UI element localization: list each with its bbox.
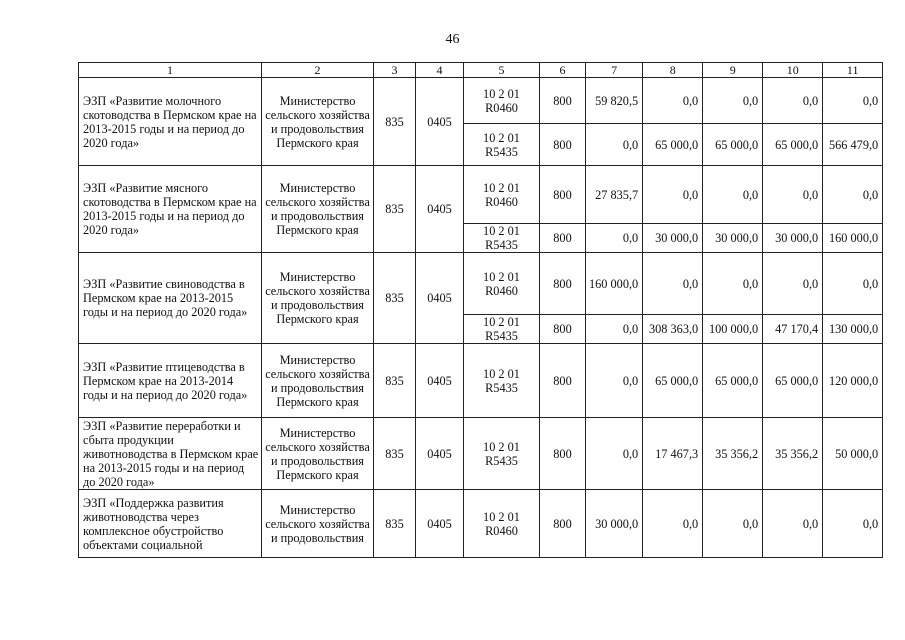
agency-cell: Министерство сельского хозяйства и продовольствия Пермского края [262,166,374,253]
amount-cell-7: 0,0 [586,418,643,490]
amount-cell-7: 27 835,7 [586,166,643,224]
target-code-cell: 10 2 01 R5435 [464,224,540,253]
amount-cell-9: 35 356,2 [703,418,763,490]
header-cell: 1 [79,63,262,78]
expense-type-cell: 800 [540,315,586,344]
program-name-cell: ЭЗП «Развитие молочного скотоводства в Пермском крае на 2013-2015 годы и на период до 2020 года» [79,78,262,166]
table-row [79,418,883,490]
page-number: 46 [445,32,460,47]
header-cell: 11 [823,63,883,78]
agency-cell: Министерство сельского хозяйства и продовольствия Пермского края [262,418,374,490]
table-row [79,490,883,558]
header-cell: 3 [374,63,416,78]
expense-type-cell: 800 [540,418,586,490]
header-cell: 9 [703,63,763,78]
expense-type-cell: 800 [540,253,586,315]
amount-cell-11: 120 000,0 [823,344,883,418]
amount-cell-11: 130 000,0 [823,315,883,344]
agency-cell: Министерство сельского хозяйства и продовольствия Пермского края [262,344,374,418]
agency-cell: Министерство сельского хозяйства и продовольствия Пермского края [262,253,374,344]
agency-code-cell: 835 [374,344,416,418]
amount-cell-10: 0,0 [763,166,823,224]
expense-type-cell: 800 [540,344,586,418]
agency-code-cell: 835 [374,166,416,253]
amount-cell-10: 0,0 [763,78,823,124]
amount-cell-8: 0,0 [643,78,703,124]
header-row [79,63,883,78]
target-code-cell: 10 2 01 R5435 [464,344,540,418]
section-code-cell: 0405 [416,78,464,166]
header-cell: 2 [262,63,374,78]
target-code-cell: 10 2 01 R0460 [464,490,540,558]
section-code-cell: 0405 [416,344,464,418]
amount-cell-9: 0,0 [703,166,763,224]
agency-code-cell: 835 [374,78,416,166]
amount-cell-10: 47 170,4 [763,315,823,344]
agency-code-cell: 835 [374,490,416,558]
amount-cell-10: 65 000,0 [763,344,823,418]
amount-cell-9: 30 000,0 [703,224,763,253]
program-name-cell: ЭЗП «Поддержка развития животноводства через комплексное обустройство объектами социальной [79,490,262,558]
section-code-cell: 0405 [416,166,464,253]
table-row [79,78,883,124]
agency-code-cell: 835 [374,418,416,490]
expense-type-cell: 800 [540,124,586,166]
target-code-cell: 10 2 01 R5435 [464,418,540,490]
amount-cell-9: 0,0 [703,490,763,558]
table-row [79,344,883,418]
amount-cell-11: 0,0 [823,253,883,315]
amount-cell-7: 160 000,0 [586,253,643,315]
amount-cell-8: 65 000,0 [643,344,703,418]
amount-cell-7: 0,0 [586,124,643,166]
header-cell: 7 [586,63,643,78]
target-code-cell: 10 2 01 R0460 [464,253,540,315]
amount-cell-11: 566 479,0 [823,124,883,166]
expense-type-cell: 800 [540,78,586,124]
amount-cell-8: 17 467,3 [643,418,703,490]
header-cell: 5 [464,63,540,78]
amount-cell-9: 65 000,0 [703,344,763,418]
program-name-cell: ЭЗП «Развитие птицеводства в Пермском крае на 2013-2014 годы и на период до 2020 года» [79,344,262,418]
header-cell: 4 [416,63,464,78]
amount-cell-8: 30 000,0 [643,224,703,253]
target-code-cell: 10 2 01 R5435 [464,315,540,344]
amount-cell-10: 0,0 [763,490,823,558]
amount-cell-7: 0,0 [586,315,643,344]
program-name-cell: ЭЗП «Развитие свиноводства в Пермском крае на 2013-2015 годы и на период до 2020 года» [79,253,262,344]
program-name-cell: ЭЗП «Развитие переработки и сбыта продукции животноводства в Пермском крае на 2013-2015 годы и на период до 2020 года» [79,418,262,490]
amount-cell-11: 160 000,0 [823,224,883,253]
target-code-cell: 10 2 01 R0460 [464,166,540,224]
amount-cell-10: 35 356,2 [763,418,823,490]
amount-cell-11: 0,0 [823,166,883,224]
amount-cell-7: 30 000,0 [586,490,643,558]
agency-code-cell: 835 [374,253,416,344]
amount-cell-9: 0,0 [703,253,763,315]
amount-cell-11: 0,0 [823,78,883,124]
amount-cell-11: 0,0 [823,490,883,558]
amount-cell-8: 0,0 [643,166,703,224]
expense-type-cell: 800 [540,166,586,224]
amount-cell-8: 0,0 [643,490,703,558]
amount-cell-8: 0,0 [643,253,703,315]
agency-cell: Министерство сельского хозяйства и продовольствия Пермского края [262,78,374,166]
budget-table [78,62,883,558]
header-cell: 10 [763,63,823,78]
amount-cell-7: 59 820,5 [586,78,643,124]
agency-cell: Министерство сельского хозяйства и продовольствия [262,490,374,558]
amount-cell-9: 100 000,0 [703,315,763,344]
amount-cell-9: 0,0 [703,78,763,124]
section-code-cell: 0405 [416,253,464,344]
expense-type-cell: 800 [540,224,586,253]
expense-type-cell: 800 [540,490,586,558]
amount-cell-10: 30 000,0 [763,224,823,253]
target-code-cell: 10 2 01 R5435 [464,124,540,166]
section-code-cell: 0405 [416,418,464,490]
table-row [79,253,883,315]
amount-cell-8: 65 000,0 [643,124,703,166]
amount-cell-7: 0,0 [586,224,643,253]
amount-cell-9: 65 000,0 [703,124,763,166]
program-name-cell: ЭЗП «Развитие мясного скотоводства в Пермском крае на 2013-2015 годы и на период до 2020 года» [79,166,262,253]
table-row [79,166,883,224]
amount-cell-8: 308 363,0 [643,315,703,344]
target-code-cell: 10 2 01 R0460 [464,78,540,124]
amount-cell-7: 0,0 [586,344,643,418]
header-cell: 6 [540,63,586,78]
section-code-cell: 0405 [416,490,464,558]
amount-cell-11: 50 000,0 [823,418,883,490]
amount-cell-10: 65 000,0 [763,124,823,166]
amount-cell-10: 0,0 [763,253,823,315]
header-cell: 8 [643,63,703,78]
